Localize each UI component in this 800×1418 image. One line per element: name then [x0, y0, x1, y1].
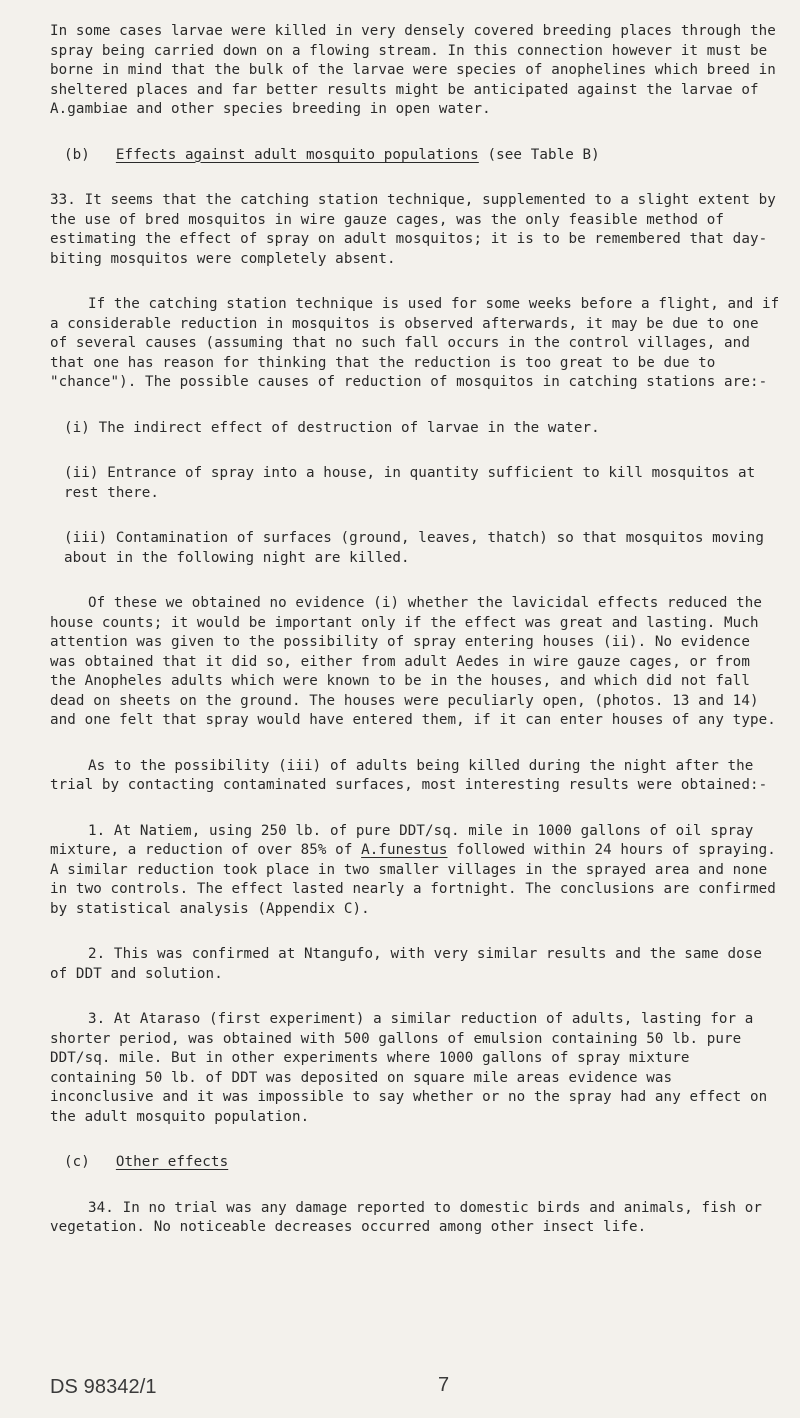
numbered-item-1-start: 1. At Natiem, using 250 lb. of pure DDT/sq. mile in 1000 gallons of oil spray mixture, a reduction of over 85% of — [50, 822, 754, 858]
numbered-item-1 — [50, 822, 784, 920]
paragraph-evidence: Of these we obtained no evidence (i) whether the lavicidal effects reduced the house counts; it would be important only if the effect was great and lasting. Much attention was given to the possibility of spray entering houses (ii). No evidence was obtained that it did so, either from adult Aedes in wire gauze cages, or from the Anopheles adults which were known to be in the houses, and which did not fall dead on sheets on the ground. The houses were peculiarly open, (photos. 13 and 14) and one felt that spray would have entered them, if it can enter houses of any type. — [50, 595, 776, 728]
paragraph-catching-technique: If the catching station technique is used for some weeks before a flight, and if a considerable reduction in mosquitos is observed afterwards, it may be due to one of several causes (assuming that no such fall occurs in the control villages, and that one has reason for thinking that the reduction is too great to be due to "chance"). The possible causes of reduction of mosquitos in catching stations are:- — [50, 296, 780, 390]
list-item-iii: (iii) Contamination of surfaces (ground, leaves, thatch) so that mosquitos moving about in the following night are killed. — [64, 530, 764, 566]
intro-paragraph: In some cases larvae were killed in very densely covered breeding places through the spray being carried down on a flowing stream. In this connection however it must be borne in mind that the bulk of the larvae were species of anophelines which breed in sheltered places and far better results might be anticipated against the larvae of A.gambiae and other species breeding in open water. — [50, 23, 776, 117]
paragraph-contamination: As to the possibility (iii) of adults being killed during the night after the trial by contacting contaminated surfaces, most interesting results were obtained:- — [50, 757, 768, 793]
section-c-title: Other effects — [115, 1154, 229, 1170]
list-item-i: (i) The indirect effect of destruction of larvae in the water. — [64, 419, 600, 436]
numbered-item-2: 2. This was confirmed at Ntangufo, with very similar results and the same dose of DDT and solution. — [50, 946, 763, 982]
section-b-title: Effects against adult mosquito populations — [115, 146, 479, 163]
section-c-marker: (c) — [64, 1154, 90, 1170]
numbered-item-3: 3. At Ataraso (first experiment) a similar reduction of adults, lasting for a shorter period, was obtained with 500 gallons of emulsion containing 50 lb. pure DDT/sq. mile. But in other experiments where 1000 gallons of spray mixture containing 50 lb. of DDT was deposited on square mile areas evidence was inconclusive and it was impossible to say whether or no the spray had any effect on the adult mosquito population. — [50, 1011, 768, 1125]
paragraph-34: 34. In no trial was any damage reported to domestic birds and animals, fish or vegetation. No noticeable decreases occurred among other insect life. — [50, 1199, 763, 1235]
page-number: 7 — [438, 1374, 450, 1396]
section-c-heading — [50, 1153, 784, 1173]
numbered-item-1-end: followed within 24 hours of spraying. A similar reduction took place in two smaller villages in the sprayed area and none in two controls. The effect lasted nearly a fortnight. The conclusions are confirmed by statistical analysis (Appendix C). — [50, 842, 776, 917]
species-name: A.funestus — [361, 842, 448, 858]
document-code: DS 98342/1 — [50, 1376, 157, 1398]
paragraph-33: 33. It seems that the catching station technique, supplemented to a slight extent by the use of bred mosquitos in wire gauze cages, was the only feasible method of estimating the effect of spray on adult mosquitos; it is to be remembered that day-biting mosquitos were completely absent. — [50, 192, 776, 267]
section-b-marker: (b) — [64, 146, 90, 163]
list-item-ii: (ii) Entrance of spray into a house, in quantity sufficient to kill mosquitos at rest there. — [64, 465, 756, 501]
section-b-heading — [50, 146, 784, 166]
section-b-table-ref: (see Table B) — [487, 146, 600, 163]
